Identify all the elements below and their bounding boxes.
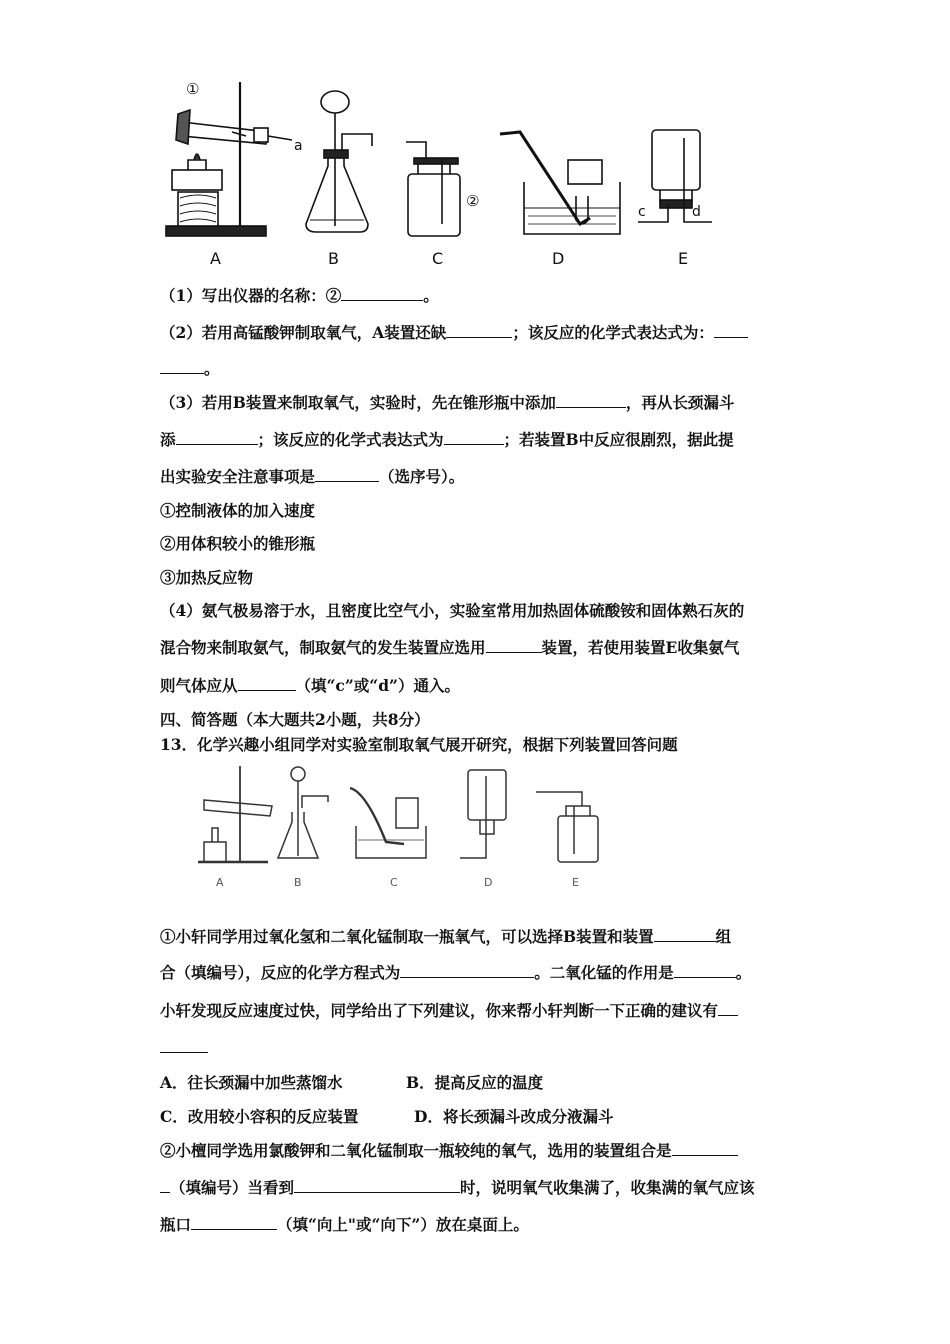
answer-blank[interactable] (160, 359, 204, 374)
q12-part4-line3: 则气体应从 （填“c”或“d”）通入。 (160, 676, 460, 695)
q12-part4-line2: 混合物来制取氨气，制取氨气的发生装置应选用 装置，若使用装置E收集氨气 (160, 638, 740, 657)
answer-blank[interactable] (238, 676, 296, 691)
q12-part3-line2: 添 ；该反应的化学式表达式为 ；若装置B中反应很剧烈，据此提 (160, 430, 734, 449)
q13-s1-line1: ①小轩同学用过氧化氢和二氧化锰制取一瓶氧气，可以选择B装置和装置 组 (160, 927, 732, 946)
option-1: ①控制液体的加入速度 (160, 501, 316, 520)
answer-blank[interactable] (315, 467, 379, 482)
fig2-label-a: A (216, 876, 224, 889)
answer-blank[interactable] (718, 1001, 738, 1016)
answer-blank[interactable] (654, 927, 716, 942)
fig2-label-c: C (390, 876, 398, 889)
marker-c: c (638, 204, 646, 220)
apparatus-figure-2 (190, 762, 610, 892)
answer-blank[interactable] (486, 638, 542, 653)
fig1-label-a: A (210, 249, 221, 268)
q13-s2-line3: 瓶口 （填“向上"或“向下”）放在桌面上。 (160, 1215, 529, 1234)
marker-1: ① (186, 80, 200, 98)
q13-s2-line2: （填编号）当看到 时，说明氧气收集满了，收集满的氧气应该 (160, 1178, 755, 1198)
q13-s1-line3: 小轩发现反应速度过快，同学给出了下列建议，你来帮小轩判断一下正确的建议有 (160, 1001, 738, 1021)
stand-base (166, 226, 266, 236)
q13-s2-line1: ②小檀同学选用氯酸钾和二氧化锰制取一瓶较纯的氧气，选用的装置组合是 (160, 1141, 738, 1161)
q12-part3-line3: 出实验安全注意事项是 （选序号）。 (160, 467, 465, 486)
answer-blank[interactable] (714, 323, 748, 338)
choice-b: B．提高反应的温度 (406, 1073, 544, 1092)
q12-part1: （1）写出仪器的名称：② 。 (160, 286, 439, 305)
choice-a: A．往长颈漏中加些蒸馏水 (160, 1073, 343, 1092)
q12-part3: （3）若用B装置来制取氧气，实验时，先在锥形瓶中添加 ，再从长颈漏斗 (160, 393, 735, 412)
fig2-label-e: E (572, 876, 579, 889)
q12-part2: （2）若用高锰酸钾制取氧气，A装置还缺 ；该反应的化学式表达式为： (160, 323, 748, 343)
marker-a: a (294, 138, 303, 154)
option-3: ③加热反应物 (160, 568, 254, 587)
answer-blank[interactable] (341, 286, 423, 301)
marker-d: d (692, 204, 701, 220)
answer-blank[interactable] (400, 963, 534, 978)
q12-part2-cont: 。 (160, 359, 220, 379)
answer-blank[interactable] (446, 323, 512, 338)
answer-blank[interactable] (674, 963, 736, 978)
choice-c: C．改用较小容积的反应装置 (160, 1107, 359, 1126)
answer-blank[interactable] (176, 430, 258, 445)
q13-s1-line2: 合（填编号），反应的化学方程式为 。二氧化锰的作用是 。 (160, 963, 752, 982)
option-2: ②用体积较小的锥形瓶 (160, 534, 316, 553)
fig1-label-b: B (328, 249, 339, 268)
apparatus-figure-1 (160, 74, 720, 270)
q12-part4: （4）氨气极易溶于水，且密度比空气小，实验室常用加热固体硫酸铵和固体熟石灰的 (160, 601, 745, 620)
fig1-label-d: D (552, 249, 565, 268)
answer-blank[interactable] (191, 1215, 277, 1230)
answer-blank[interactable] (160, 1038, 208, 1053)
choice-d: D．将长颈漏斗改成分液漏斗 (414, 1107, 614, 1126)
section-4-title: 四、简答题（本大题共2小题，共8分） (160, 710, 430, 729)
fig1-label-c: C (432, 249, 444, 268)
answer-blank[interactable] (444, 430, 504, 445)
fig2-label-b: B (294, 876, 302, 889)
answer-blank[interactable] (556, 393, 626, 408)
fig1-label-e: E (678, 249, 689, 268)
q13-stem: 13．化学兴趣小组同学对实验室制取氧气展开研究，根据下列装置回答问题 (160, 735, 678, 754)
answer-blank[interactable] (294, 1178, 460, 1193)
fig2-label-d: D (484, 876, 493, 889)
answer-blank[interactable] (160, 1178, 170, 1193)
answer-blank[interactable] (672, 1141, 738, 1156)
q13-s1-line4 (160, 1038, 208, 1058)
marker-2: ② (466, 192, 480, 210)
